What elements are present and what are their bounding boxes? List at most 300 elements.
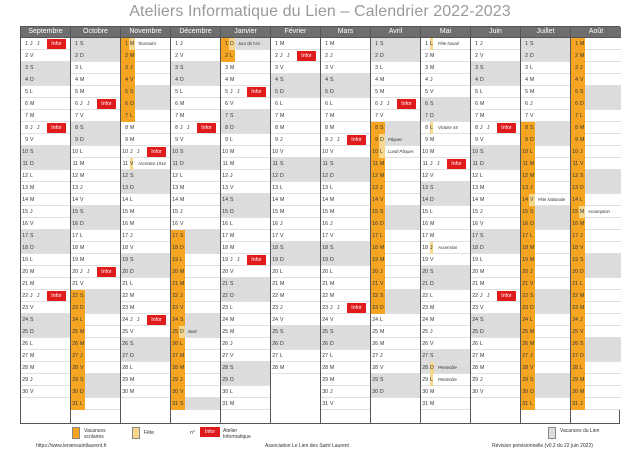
weekday-letter: M xyxy=(330,293,335,299)
weekday-letter: M xyxy=(380,329,385,335)
day-cell xyxy=(421,230,470,242)
day-number: 17 xyxy=(371,230,379,242)
day-number: 1 xyxy=(221,38,229,50)
weekday-letter: L xyxy=(480,173,483,179)
day-cell xyxy=(221,182,270,194)
atelier-badge[interactable]: Infor xyxy=(497,123,516,133)
day-cell xyxy=(371,314,420,326)
weekday-letter: S xyxy=(380,377,384,383)
day-number: 6 xyxy=(325,101,328,107)
day-number: 9 xyxy=(475,137,478,143)
weekday-letter: M xyxy=(130,221,135,227)
day-cell xyxy=(371,158,420,170)
weekday-letter: L xyxy=(280,101,283,107)
weekday-letter: M xyxy=(130,125,135,131)
weekday-letter: M xyxy=(80,89,85,95)
day-cell xyxy=(271,50,320,62)
day-cell xyxy=(171,398,220,410)
day-number: 4 xyxy=(25,77,28,83)
weekday-letter: V xyxy=(330,65,334,71)
weekday-letter: M xyxy=(80,245,85,251)
day-number: 5 xyxy=(425,89,428,95)
day-number: 2 xyxy=(325,53,328,59)
day-cell xyxy=(21,266,70,278)
day-cell xyxy=(21,350,70,362)
weekday-letter: L xyxy=(80,233,83,239)
atelier-badge[interactable]: Infor xyxy=(347,135,366,145)
day-cell xyxy=(71,242,120,254)
weekday-letter: L xyxy=(30,89,33,95)
day-cell xyxy=(421,290,470,302)
atelier-badge[interactable]: Infor xyxy=(247,87,266,97)
day-cell xyxy=(121,146,170,158)
day-cell xyxy=(471,158,520,170)
weekday-letter: M xyxy=(330,197,335,203)
day-cell xyxy=(571,98,621,110)
day-cell xyxy=(321,242,370,254)
atelier-badge[interactable]: Infor xyxy=(97,267,116,277)
day-number: 3 xyxy=(275,65,278,71)
weekday-letter: D xyxy=(379,134,385,146)
day-number: 23 xyxy=(422,305,428,311)
weekday-letter: M xyxy=(430,305,435,311)
weekday-letter: S xyxy=(30,65,34,71)
day-number: 28 xyxy=(122,365,128,371)
atelier-badge[interactable]: Infor xyxy=(197,123,216,133)
day-number: 17 xyxy=(521,230,529,242)
day-cell xyxy=(571,230,621,242)
day-cell xyxy=(371,146,420,158)
day-number: 10 xyxy=(422,149,428,155)
weekday-letter: L xyxy=(480,341,483,347)
day-number: 5 xyxy=(175,89,178,95)
day-number: 13 xyxy=(371,182,379,194)
day-cell xyxy=(571,158,621,170)
day-number: 5 xyxy=(571,86,579,98)
day-cell xyxy=(71,134,120,146)
day-cell xyxy=(171,146,220,158)
day-number: 3 xyxy=(375,65,378,71)
day-number: 4 xyxy=(525,77,528,83)
month-header: Avril xyxy=(371,27,420,38)
day-cell xyxy=(271,218,320,230)
day-number: 25 xyxy=(272,329,278,335)
weekday-letter: D xyxy=(529,218,535,230)
holiday-label: Victoire 45 xyxy=(438,125,458,130)
day-cell xyxy=(371,338,420,350)
day-cell xyxy=(171,302,220,314)
weekday-letter: V xyxy=(480,305,484,311)
weekday-letter: J xyxy=(579,230,585,242)
day-cell xyxy=(171,218,220,230)
atelier-day-letter: J xyxy=(237,89,240,95)
weekday-letter: L xyxy=(179,338,185,350)
atelier-badge[interactable]: Infor xyxy=(447,159,466,169)
atelier-day-letter: J xyxy=(237,257,240,263)
day-cell xyxy=(121,62,170,74)
day-cell xyxy=(171,62,220,74)
weekday-letter: M xyxy=(280,41,285,47)
atelier-badge[interactable]: Infor xyxy=(97,99,116,109)
day-number: 14 xyxy=(122,197,128,203)
day-number: 24 xyxy=(472,317,478,323)
weekday-letter: M xyxy=(280,125,285,131)
day-cell xyxy=(421,278,470,290)
day-number: 3 xyxy=(525,65,528,71)
day-number: 11 xyxy=(422,161,428,167)
day-cell xyxy=(121,350,170,362)
day-number: 22 xyxy=(171,290,179,302)
weekday-letter: V xyxy=(30,53,34,59)
weekday-letter: D xyxy=(529,302,535,314)
atelier-badge[interactable]: Infor xyxy=(497,291,516,301)
weekday-letter: L xyxy=(330,269,333,275)
weekday-letter: J xyxy=(129,62,135,74)
day-cell xyxy=(271,362,320,374)
day-cell xyxy=(571,314,621,326)
page-title: Ateliers Informatique du Lien – Calendrier 2022-2023 xyxy=(129,3,511,20)
weekday-letter: D xyxy=(330,89,334,95)
day-number: 15 xyxy=(521,206,529,218)
day-number: 6 xyxy=(225,101,228,107)
atelier-badge[interactable]: Infor xyxy=(147,147,166,157)
day-number: 13 xyxy=(72,185,78,191)
atelier-badge[interactable]: Infor xyxy=(47,291,66,301)
day-cell xyxy=(271,290,320,302)
day-cell xyxy=(121,230,170,242)
day-number: 15 xyxy=(122,209,128,215)
day-number: 18 xyxy=(171,242,179,254)
weekday-letter: J xyxy=(30,293,33,299)
day-cell xyxy=(321,230,370,242)
day-cell xyxy=(321,74,370,86)
day-number: 25 xyxy=(472,329,478,335)
day-cell xyxy=(21,230,70,242)
day-number: 6 xyxy=(121,98,129,110)
day-number: 11 xyxy=(272,161,278,167)
day-cell xyxy=(521,218,570,230)
atelier-day-letter: J xyxy=(287,53,290,59)
weekday-letter: M xyxy=(80,161,85,167)
day-cell xyxy=(571,62,621,74)
month-header: Mai xyxy=(421,27,470,38)
weekday-letter: D xyxy=(430,197,434,203)
weekday-letter: D xyxy=(80,53,84,59)
day-number: 5 xyxy=(75,89,78,95)
day-number: 4 xyxy=(325,77,328,83)
day-number: 9 xyxy=(25,137,28,143)
weekday-letter: J xyxy=(30,209,33,215)
weekday-letter: M xyxy=(529,242,535,254)
weekday-letter: S xyxy=(430,353,434,359)
atelier-day-letter: J xyxy=(37,293,40,299)
day-cell xyxy=(571,278,621,290)
day-cell xyxy=(471,170,520,182)
weekday-letter: S xyxy=(80,41,84,47)
weekday-letter: D xyxy=(379,302,385,314)
day-number: 22 xyxy=(122,293,128,299)
holiday-label: Toussaint xyxy=(138,41,156,46)
legend-vacances-label: Vacances scolaires xyxy=(84,428,106,440)
day-number: 8 xyxy=(325,125,328,131)
day-number: 1 xyxy=(571,38,579,50)
day-cell xyxy=(271,350,320,362)
weekday-letter: S xyxy=(179,314,185,326)
weekday-letter: L xyxy=(480,89,483,95)
day-cell xyxy=(371,110,420,122)
month-column xyxy=(471,27,521,423)
atelier-day-letter: J xyxy=(187,125,190,131)
day-number: 7 xyxy=(75,113,78,119)
day-cell xyxy=(321,254,370,266)
footer-website[interactable]: https://www.leniensaintlaurent.fr xyxy=(36,443,107,449)
weekday-letter: M xyxy=(380,89,385,95)
weekday-letter: S xyxy=(180,65,184,71)
weekday-letter: S xyxy=(430,269,434,275)
day-cell xyxy=(421,242,470,254)
day-number: 16 xyxy=(322,221,328,227)
atelier-badge[interactable]: Infor xyxy=(47,123,66,133)
day-number: 21 xyxy=(371,278,379,290)
day-cell xyxy=(521,74,570,86)
month-header: Janvier xyxy=(221,27,270,38)
weekday-letter: S xyxy=(80,125,84,131)
day-number: 29 xyxy=(472,377,478,383)
day-cell xyxy=(321,218,370,230)
day-number: 19 xyxy=(371,254,379,266)
day-cell xyxy=(21,254,70,266)
day-number: 15 xyxy=(222,209,228,215)
weekday-letter: L xyxy=(430,122,433,134)
day-number: 20 xyxy=(22,269,28,275)
weekday-letter: M xyxy=(529,170,535,182)
day-cell xyxy=(71,314,120,326)
weekday-letter: L xyxy=(229,50,235,62)
weekday-letter: J xyxy=(30,41,33,47)
day-number: 19 xyxy=(122,257,128,263)
weekday-letter: L xyxy=(79,398,85,410)
day-number: 21 xyxy=(22,281,28,287)
day-cell xyxy=(271,182,320,194)
weekday-letter: S xyxy=(330,329,334,335)
atelier-badge[interactable]: Infor xyxy=(297,51,316,61)
weekday-letter: L xyxy=(130,365,133,371)
weekday-letter: J xyxy=(179,290,185,302)
day-cell xyxy=(421,266,470,278)
weekday-letter: D xyxy=(180,77,184,83)
day-cell xyxy=(371,74,420,86)
day-number: 25 xyxy=(521,326,529,338)
atelier-badge[interactable]: Infor xyxy=(347,303,366,313)
day-number: 14 xyxy=(472,197,478,203)
weekday-letter: M xyxy=(430,401,435,407)
month-header: Décembre xyxy=(171,27,220,38)
day-cell xyxy=(421,110,470,122)
day-number: 9 xyxy=(425,137,428,143)
day-number: 10 xyxy=(222,149,228,155)
weekday-letter: S xyxy=(480,149,484,155)
day-cell xyxy=(271,278,320,290)
day-cell xyxy=(21,170,70,182)
weekday-letter: J xyxy=(379,182,385,194)
atelier-badge[interactable]: Infor xyxy=(397,99,416,109)
day-number: 3 xyxy=(121,62,129,74)
day-cell xyxy=(571,170,621,182)
calendar-grid xyxy=(20,26,620,424)
weekday-letter: L xyxy=(129,110,135,122)
day-number: 7 xyxy=(275,113,278,119)
day-cell xyxy=(121,290,170,302)
day-cell xyxy=(121,362,170,374)
day-cell xyxy=(321,170,370,182)
day-number: 19 xyxy=(171,254,179,266)
day-number: 23 xyxy=(521,302,529,314)
day-cell xyxy=(171,266,220,278)
day-number: 11 xyxy=(222,161,228,167)
day-number: 10 xyxy=(172,149,178,155)
weekday-letter: S xyxy=(330,161,334,167)
day-number: 4 xyxy=(375,77,378,83)
day-number: 13 xyxy=(422,185,428,191)
day-number: 8 xyxy=(225,125,228,131)
day-number: 1 xyxy=(175,41,178,47)
month-column xyxy=(71,27,121,423)
weekday-letter: S xyxy=(280,245,284,251)
month-header: Septembre xyxy=(21,27,70,38)
weekday-letter: J xyxy=(230,341,233,347)
day-number: 10 xyxy=(272,149,278,155)
day-number: 7 xyxy=(571,110,579,122)
day-cell xyxy=(71,290,120,302)
weekday-letter: L xyxy=(130,281,133,287)
weekday-letter: D xyxy=(80,221,84,227)
weekday-letter: M xyxy=(280,293,285,299)
day-cell xyxy=(221,98,270,110)
day-number: 9 xyxy=(225,137,228,143)
weekday-letter: M xyxy=(130,389,135,395)
day-number: 13 xyxy=(521,182,529,194)
weekday-letter: M xyxy=(230,149,235,155)
day-cell xyxy=(521,146,570,158)
day-number: 8 xyxy=(425,125,428,131)
day-cell xyxy=(571,86,621,98)
day-cell xyxy=(371,86,420,98)
day-cell xyxy=(171,38,220,50)
day-cell xyxy=(321,362,370,374)
day-number: 31 xyxy=(571,398,579,410)
day-number: 23 xyxy=(322,305,328,311)
weekday-letter: S xyxy=(579,170,585,182)
day-cell xyxy=(571,182,621,194)
day-cell xyxy=(71,206,120,218)
day-number: 17 xyxy=(72,233,78,239)
month-header: Juin xyxy=(471,27,520,38)
day-number: 12 xyxy=(521,170,529,182)
day-number: 8 xyxy=(521,122,529,134)
day-number: 26 xyxy=(521,338,529,350)
day-cell xyxy=(571,302,621,314)
weekday-letter: M xyxy=(30,365,35,371)
day-cell xyxy=(271,98,320,110)
day-cell xyxy=(71,278,120,290)
day-cell xyxy=(321,182,370,194)
day-number: 21 xyxy=(122,281,128,287)
day-cell xyxy=(371,122,420,134)
day-number: 8 xyxy=(75,125,78,131)
weekday-letter: M xyxy=(230,317,235,323)
day-cell xyxy=(571,134,621,146)
day-cell xyxy=(21,98,70,110)
day-number: 3 xyxy=(225,65,228,71)
atelier-badge[interactable]: Infor xyxy=(47,39,66,49)
day-number: 27 xyxy=(122,353,128,359)
day-cell xyxy=(221,362,270,374)
day-cell xyxy=(271,206,320,218)
weekday-letter: S xyxy=(230,365,234,371)
day-number: 28 xyxy=(71,362,79,374)
day-number: 15 xyxy=(571,206,579,218)
atelier-badge[interactable]: Infor xyxy=(247,255,266,265)
weekday-letter: S xyxy=(430,101,434,107)
day-cell xyxy=(371,266,420,278)
day-cell xyxy=(221,350,270,362)
weekday-letter: S xyxy=(529,206,535,218)
day-cell xyxy=(371,182,420,194)
legend-vacances-swatch xyxy=(72,427,80,439)
day-number: 5 xyxy=(121,86,129,98)
day-cell xyxy=(321,386,370,398)
weekday-letter: L xyxy=(529,230,535,242)
day-number: 7 xyxy=(175,113,178,119)
weekday-letter: J xyxy=(30,377,33,383)
weekday-letter: M xyxy=(280,209,285,215)
weekday-letter: M xyxy=(180,101,185,107)
day-number: 7 xyxy=(425,113,428,119)
weekday-letter: S xyxy=(180,149,184,155)
weekday-letter: M xyxy=(480,269,485,275)
weekday-letter: J xyxy=(180,41,183,47)
day-cell xyxy=(371,50,420,62)
day-cell xyxy=(171,206,220,218)
weekday-letter: M xyxy=(480,185,485,191)
weekday-letter: V xyxy=(579,74,585,86)
day-number: 17 xyxy=(171,230,179,242)
day-cell xyxy=(521,326,570,338)
day-cell xyxy=(471,386,520,398)
day-cell xyxy=(521,350,570,362)
day-number: 9 xyxy=(371,134,379,146)
day-number: 15 xyxy=(22,209,28,215)
day-cell xyxy=(221,338,270,350)
day-number: 7 xyxy=(525,113,528,119)
day-number: 16 xyxy=(172,221,178,227)
day-number: 5 xyxy=(375,89,378,95)
day-cell xyxy=(471,110,520,122)
day-number: 13 xyxy=(322,185,328,191)
weekday-letter: M xyxy=(280,113,285,119)
weekday-letter: V xyxy=(80,197,84,203)
day-number: 3 xyxy=(25,65,28,71)
atelier-day-letter: J xyxy=(137,317,140,323)
weekday-letter: V xyxy=(480,221,484,227)
atelier-badge[interactable]: Infor xyxy=(147,315,166,325)
atelier-day-letter: J xyxy=(487,293,490,299)
day-cell xyxy=(271,230,320,242)
day-cell xyxy=(271,266,320,278)
day-cell xyxy=(371,242,420,254)
day-number: 15 xyxy=(422,209,428,215)
month-header: Mars xyxy=(321,27,370,38)
